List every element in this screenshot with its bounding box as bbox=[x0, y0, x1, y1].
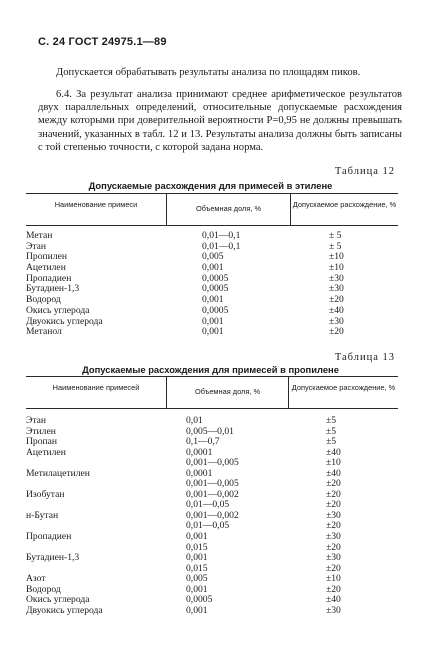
table-13-title: Допускаемые расхождения для примесей в пропилене bbox=[82, 364, 339, 375]
deviation-cell: ±30 bbox=[329, 315, 344, 327]
deviation-cell: ±5 bbox=[326, 415, 337, 426]
impurity-name-cell: Окись углерода bbox=[26, 594, 90, 606]
volume-fraction-cell: 0,001—0,005 bbox=[186, 457, 239, 469]
impurity-name-cell: Азот bbox=[26, 573, 46, 585]
paragraph-text: 6.4. За результат анализа принимают среднее арифметическое результатов двух параллельных определений, относительные допускаемые расхождения между которыми при доверительной вероятности P=0,95 не должны превышать значений, указанных в табл. 12 и 13. Результаты анализа должны быть записаны с той степенью точности, с которой задана норма. bbox=[38, 89, 402, 153]
impurity-name-cell: Пропадиен bbox=[26, 272, 72, 284]
volume-fraction-cell: 0,0005 bbox=[202, 283, 229, 295]
volume-fraction-cell: 0,0005 bbox=[202, 272, 229, 284]
table-row bbox=[26, 306, 398, 317]
header-deviation: Допускаемое расхождение, % bbox=[291, 383, 396, 392]
impurity-name-cell: Двуокись углерода bbox=[26, 315, 103, 327]
volume-fraction-cell: 0,005 bbox=[202, 251, 224, 263]
table-row bbox=[26, 553, 398, 564]
deviation-cell: ±20 bbox=[326, 541, 341, 553]
impurity-name-cell: Пропан bbox=[26, 436, 58, 448]
table-top-rule bbox=[26, 193, 398, 194]
volume-fraction-cell: 0,0001 bbox=[186, 446, 213, 458]
volume-fraction-cell: 0,001 bbox=[202, 326, 224, 338]
impurity-name-cell: Водород bbox=[26, 294, 61, 306]
table-12-label: Таблица 12 bbox=[334, 166, 395, 177]
table-row bbox=[26, 606, 398, 617]
impurity-name-cell: Метанол bbox=[26, 326, 62, 338]
deviation-cell: ±20 bbox=[329, 294, 344, 306]
deviation-cell: ±30 bbox=[326, 604, 341, 616]
table-row bbox=[26, 521, 398, 532]
deviation-cell: ±30 bbox=[326, 531, 341, 543]
volume-fraction-cell: 0,015 bbox=[186, 562, 208, 574]
impurity-name-cell: Изобутан bbox=[26, 488, 65, 500]
volume-fraction-cell: 0,001 bbox=[202, 294, 224, 306]
table-13 bbox=[26, 376, 398, 616]
volume-fraction-cell: 0,001 bbox=[186, 583, 208, 595]
deviation-cell: ±5 bbox=[326, 436, 337, 448]
volume-fraction-cell: 0,0005 bbox=[186, 594, 213, 606]
impurity-name-cell: Метан bbox=[26, 230, 53, 241]
volume-fraction-cell: 0,005—0,01 bbox=[186, 425, 234, 437]
volume-fraction-cell: 0,01 bbox=[186, 415, 203, 426]
header-fraction: Объемная доля, % bbox=[195, 204, 262, 213]
deviation-cell: ± 5 bbox=[329, 240, 342, 252]
deviation-cell: ± 5 bbox=[329, 230, 342, 241]
deviation-cell: ±40 bbox=[329, 304, 344, 316]
impurity-name-cell: Бутадиен-1,3 bbox=[26, 283, 80, 295]
deviation-cell: ±40 bbox=[326, 594, 341, 606]
deviation-cell: ±20 bbox=[326, 583, 341, 595]
paragraph-6-4 bbox=[38, 88, 402, 154]
table-row bbox=[26, 574, 398, 585]
volume-fraction-cell: 0,001 bbox=[186, 552, 208, 564]
deviation-cell: ±10 bbox=[329, 251, 344, 263]
volume-fraction-cell: 0,01—0,05 bbox=[186, 499, 230, 511]
table-row bbox=[26, 327, 398, 338]
table-12 bbox=[26, 193, 398, 338]
impurity-name-cell: Этан bbox=[26, 415, 47, 426]
volume-fraction-cell: 0,1—0,7 bbox=[186, 436, 220, 448]
header-deviation: Допускаемое расхождение, % bbox=[292, 200, 397, 209]
volume-fraction-cell: 0,0005 bbox=[202, 304, 229, 316]
deviation-cell: ±10 bbox=[326, 457, 341, 469]
table-row bbox=[26, 437, 398, 448]
impurity-name-cell: Этан bbox=[26, 240, 47, 252]
deviation-cell: ±40 bbox=[326, 467, 341, 479]
volume-fraction-cell: 0,001—0,002 bbox=[186, 509, 239, 521]
volume-fraction-cell: 0,01—0,1 bbox=[202, 230, 241, 241]
impurity-name-cell: Ацетилен bbox=[26, 446, 66, 458]
volume-fraction-cell: 0,0001 bbox=[186, 467, 213, 479]
deviation-cell: ±30 bbox=[329, 283, 344, 295]
deviation-cell: ±10 bbox=[326, 573, 341, 585]
deviation-cell: ±20 bbox=[326, 562, 341, 574]
deviation-cell: ±30 bbox=[326, 552, 341, 564]
impurity-name-cell: Водород bbox=[26, 583, 61, 595]
impurity-name-cell: Пропадиен bbox=[26, 531, 72, 543]
page-header: С. 24 ГОСТ 24975.1—89 bbox=[38, 36, 167, 48]
volume-fraction-cell: 0,001 bbox=[186, 604, 208, 616]
volume-fraction-cell: 0,001 bbox=[186, 531, 208, 543]
deviation-cell: ±20 bbox=[326, 520, 341, 532]
impurity-name-cell: Бутадиен-1,3 bbox=[26, 552, 80, 564]
impurity-name-cell: н-Бутан bbox=[26, 509, 59, 521]
table-row bbox=[26, 532, 398, 543]
deviation-cell: ±20 bbox=[329, 326, 344, 338]
volume-fraction-cell: 0,001 bbox=[202, 315, 224, 327]
header-bottom-rule bbox=[26, 408, 398, 409]
header-divider bbox=[290, 193, 291, 225]
deviation-cell: ±20 bbox=[326, 478, 341, 490]
volume-fraction-cell: 0,015 bbox=[186, 541, 208, 553]
deviation-cell: ±20 bbox=[326, 488, 341, 500]
volume-fraction-cell: 0,001—0,005 bbox=[186, 478, 239, 490]
header-divider bbox=[288, 376, 289, 408]
volume-fraction-cell: 0,001—0,002 bbox=[186, 488, 239, 500]
impurity-name-cell: Двуокись углерода bbox=[26, 604, 103, 616]
deviation-cell: ±5 bbox=[326, 425, 337, 437]
deviation-cell: ±40 bbox=[326, 446, 341, 458]
paragraph-text: Допускается обрабатывать результаты анализа по площадям пиков. bbox=[56, 67, 361, 78]
volume-fraction-cell: 0,001 bbox=[202, 262, 224, 274]
table-13-body bbox=[26, 416, 398, 616]
table-12-body bbox=[26, 231, 398, 338]
table-12-title: Допускаемые расхождения для примесей в этилене bbox=[88, 180, 333, 191]
table-top-rule bbox=[26, 376, 398, 377]
deviation-cell: ±30 bbox=[326, 509, 341, 521]
impurity-name-cell: Этилен bbox=[26, 425, 56, 437]
impurity-name-cell: Ацетилен bbox=[26, 262, 66, 274]
table-row bbox=[26, 416, 398, 427]
volume-fraction-cell: 0,01—0,1 bbox=[202, 240, 241, 252]
table-row bbox=[26, 564, 398, 575]
deviation-cell: ±30 bbox=[329, 272, 344, 284]
volume-fraction-cell: 0,01—0,05 bbox=[186, 520, 230, 532]
table-13-label: Таблица 13 bbox=[334, 352, 395, 363]
table-row bbox=[26, 543, 398, 554]
header-name: Наименование примеси bbox=[54, 200, 138, 209]
paragraph-peak-areas bbox=[38, 66, 402, 79]
deviation-cell: ±20 bbox=[326, 499, 341, 511]
impurity-name-cell: Пропилен bbox=[26, 251, 67, 263]
volume-fraction-cell: 0,005 bbox=[186, 573, 208, 585]
header-name: Наименование примесей bbox=[52, 383, 140, 392]
header-fraction: Объемная доля, % bbox=[194, 387, 261, 396]
header-bottom-rule bbox=[26, 225, 398, 226]
impurity-name-cell: Метилацетилен bbox=[26, 467, 90, 479]
deviation-cell: ±10 bbox=[329, 262, 344, 274]
impurity-name-cell: Окись углерода bbox=[26, 304, 90, 316]
